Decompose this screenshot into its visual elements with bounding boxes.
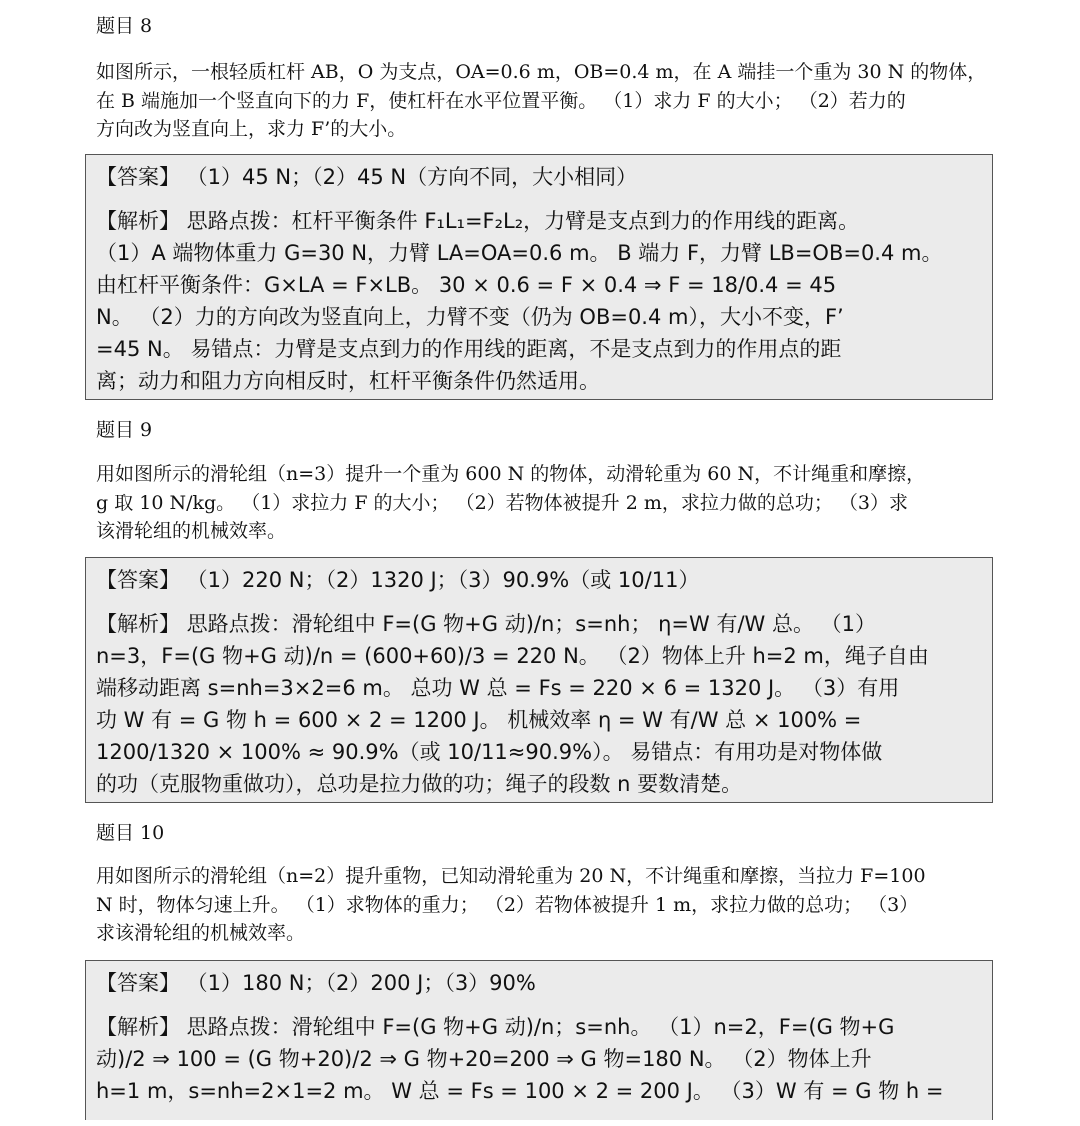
question-line: 用如图所示的滑轮组（n=3）提升一个重为 600 N 的物体，动滑轮重为 60 N，不计绳重和摩擦， [96,463,926,485]
explanation-line: N。 （2）力的方向改为竖直向上，力臂不变（仍为 OB=0.4 m），大小不变，F’ [96,305,844,329]
explanation [96,205,986,397]
question-line: 在 B 端施加一个竖直向下的力 F，使杠杆在水平位置平衡。 （1）求力 F 的大小； （2）若力的 [96,89,906,112]
answer-box [85,960,993,1120]
question-title: 题目 9 [96,419,153,441]
answer-line: 【答案】 （1）220 N；（2）1320 J；（3）90.9%（或 10/11） [96,568,700,592]
answer-line: 【答案】 （1）180 N；（2）200 J；（3）90% [96,971,536,995]
explanation-line: 由杠杆平衡条件：G×LA = F×LB。 30 × 0.6 = F × 0.4 ⇒ F = 18/0.4 = 45 [96,273,837,297]
question-line: 求该滑轮组的机械效率。 [96,922,306,944]
question-line: N 时，物体匀速上升。 （1）求物体的重力； （2）若物体被提升 1 m，求拉力做的总功； （3） [96,893,919,916]
explanation-line: =45 N。 易错点：力臂是支点到力的作用线的距离，不是支点到力的作用点的距 [96,337,842,361]
explanation-line: 【解析】 思路点拨：滑轮组中 F=(G 物+G 动)/n；s=nh。 （1）n=2，F=(G 物+G [96,1015,895,1039]
answer-box [85,154,993,400]
question-text [96,460,996,546]
explanation-line: 离；动力和阻力方向相反时，杠杆平衡条件仍然适用。 [96,369,600,393]
explanation-line: 端移动距离 s=nh=3×2=6 m。 总功 W 总 = Fs = 220 × 6 = 1320 J。 （3）有用 [96,676,900,700]
answer-box [85,557,993,803]
question-line: g 取 10 N/kg。 （1）求拉力 F 的大小； （2）若物体被提升 2 m，求拉力做的总功； （3）求 [96,491,908,514]
question-text [96,862,996,948]
question-line: 该滑轮组的机械效率。 [96,520,287,542]
explanation-line: 【解析】 思路点拨：滑轮组中 F=(G 物+G 动)/n；s=nh； η=W 有/W 总。 （1） [96,612,877,636]
explanation-line: n=3，F=(G 物+G 动)/n = (600+60)/3 = 220 N。 （2）物体上升 h=2 m，绳子自由 [96,644,929,668]
explanation-line: h=1 m，s=nh=2×1=2 m。 W 总 = Fs = 100 × 2 = 200 J。 （3）W 有 = G 物 h = [96,1079,944,1103]
question-line: 用如图所示的滑轮组（n=2）提升重物，已知动滑轮重为 20 N，不计绳重和摩擦，当拉力 F=100 [96,865,926,887]
question-title: 题目 10 [96,822,165,844]
explanation-line: 【解析】 思路点拨：杠杆平衡条件 F₁L₁=F₂L₂，力臂是支点到力的作用线的距离。 [96,209,860,233]
explanation-line: （1）A 端物体重力 G=30 N，力臂 LA=OA=0.6 m。 B 端力 F，力臂 LB=OB=0.4 m。 [96,241,943,265]
explanation-line: 功 W 有 = G 物 h = 600 × 2 = 1200 J。 机械效率 η = W 有/W 总 × 100% = [96,708,862,732]
question-line: 如图所示，一根轻质杠杆 AB，O 为支点，OA=0.6 m，OB=0.4 m，在 A 端挂一个重为 30 N 的物体， [96,61,987,83]
explanation [96,1011,986,1107]
explanation [96,608,986,800]
answer-line: 【答案】 （1）45 N；（2）45 N（方向不同，大小相同） [96,165,638,189]
explanation-line: 的功（克服物重做功），总功是拉力做的功；绳子的段数 n 要数清楚。 [96,772,743,796]
question-text [96,58,996,144]
question-line: 方向改为竖直向上，求力 F’的大小。 [96,118,407,140]
explanation-line: 动)/2 ⇒ 100 = (G 物+20)/2 ⇒ G 物+20=200 ⇒ G 物=180 N。 （2）物体上升 [96,1047,872,1071]
question-title: 题目 8 [96,15,153,37]
explanation-line: 1200/1320 × 100% ≈ 90.9%（或 10/11≈90.9%）。 易错点：有用功是对物体做 [96,740,883,764]
